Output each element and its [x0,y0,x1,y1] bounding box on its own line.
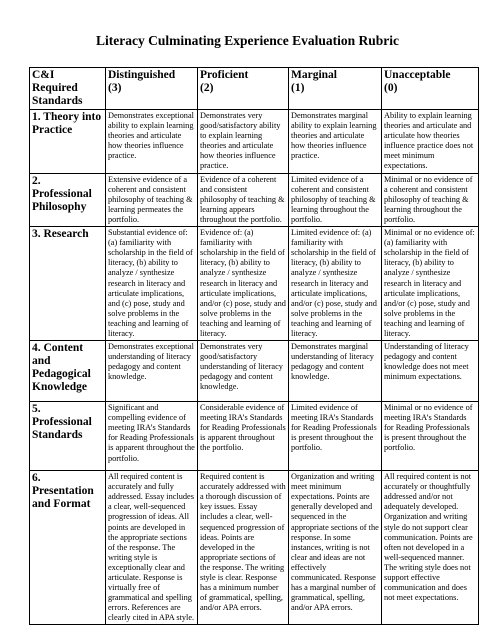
marginal-cell: Limited evidence of: (a) familiarity with scholarship in the field of literacy, (b) ability to analyze / synthesize research in literacy and articulate implications, and/or (c) pose, study and solve problems in the teaching and learning of literacy. [289,227,382,341]
unacceptable-cell: Minimal or no evidence of meeting IRA’s Standards for Reading Professionals is present throughout the portfolio. [382,402,479,471]
unacceptable-cell: Minimal or no evidence of a coherent and consistent philosophy of teaching & learning throughout the portfolio. [382,173,479,226]
unacceptable-cell: Minimal or no evidence of: (a) familiarity with scholarship in the field of literacy, (b) ability to analyze / synthesize research in literacy and articulate implications, and/or (c) pose, study and solve problems in the teaching and learning of literacy. [382,227,479,341]
table-row [30,110,479,174]
criterion-cell: 1. Theory into Practice [30,110,106,174]
proficient-cell: Demonstrates very good/satisfactory understanding of literacy pedagogy and content knowledge. [198,341,289,402]
distinguished-cell: Substantial evidence of: (a) familiarity with scholarship in the field of literacy, (b) ability to analyze / synthesize research in literacy and articulate implications, and (c) pose, study and solve problems in the teaching and learning of literacy. [106,227,198,341]
criterion-cell: 3. Research [30,227,106,341]
table-row [30,471,479,625]
table-row [30,402,479,471]
distinguished-cell: Demonstrates exceptional ability to explain learning theories and articulate how theories influence practice. [106,110,198,174]
distinguished-cell: Extensive evidence of a coherent and consistent philosophy of teaching & learning permeates the portfolio. [106,173,198,226]
header-standards: C&I Required Standards [30,68,106,110]
rubric-table [29,67,479,625]
unacceptable-cell: Understanding of literacy pedagogy and content knowledge does not meet minimum expectations. [382,341,479,402]
table-row [30,341,479,402]
header-row [30,68,479,110]
header-unacceptable: Unacceptable (0) [382,68,479,110]
criterion-cell: 2. Professional Philosophy [30,173,106,226]
criterion-cell: 5. Professional Standards [30,402,106,471]
header-proficient: Proficient (2) [198,68,289,110]
marginal-cell: Demonstrates marginal understanding of literacy pedagogy and content knowledge. [289,341,382,402]
unacceptable-cell: All required content is not accurately or thoughtfully addressed and/or not adequately developed. Organization and writing style do not support clear communication. Points are often not developed in a well-sequenced manner. The writing style does not support effective communication and does not meet expectations. [382,471,479,625]
marginal-cell: Organization and writing meet minimum expectations. Points are generally developed and sequenced in the appropriate sections of the response. In some instances, writing is not clear and ideas are not effectively communicated. Response has a marginal number of grammatical, spelling, and/or APA errors. [289,471,382,625]
marginal-cell: Demonstrates marginal ability to explain learning theories and articulate how theories influence practice. [289,110,382,174]
distinguished-cell: Significant and compelling evidence of meeting IRA’s Standards for Reading Professionals is apparent throughout the portfolio. [106,402,198,471]
table-row [30,227,479,341]
table-row [30,173,479,226]
criterion-cell: 6. Presentation and Format [30,471,106,625]
proficient-cell: Evidence of: (a) familiarity with scholarship in the field of literacy, (b) ability to analyze / synthesize research in literacy and articulate implications, and/or (c) pose, study and solve problems in the teaching and learning of literacy. [198,227,289,341]
proficient-cell: Demonstrates very good/satisfactory ability to explain learning theories and articulate how theories influence practice. [198,110,289,174]
page-title: Literacy Culminating Experience Evaluation Rubric [96,33,399,48]
marginal-cell: Limited evidence of a coherent and consistent philosophy of teaching & learning throughout the portfolio. [289,173,382,226]
criterion-cell: 4. Content and Pedagogical Knowledge [30,341,106,402]
marginal-cell: Limited evidence of meeting IRA’s Standards for Reading Professionals is present throughout the portfolio. [289,402,382,471]
header-distinguished: Distinguished (3) [106,68,198,110]
proficient-cell: Considerable evidence of meeting IRA’s Standards for Reading Professionals is apparent throughout the portfolio. [198,402,289,471]
distinguished-cell: Demonstrates exceptional understanding of literacy pedagogy and content knowledge. [106,341,198,402]
proficient-cell: Required content is accurately addressed with a thorough discussion of key issues. Essay includes a clear, well-sequenced progression of ideas. Points are developed in the appropriate sections of the response. The writing style is clear. Response has a minimum number of grammatical, spelling, and/or APA errors. [198,471,289,625]
header-marginal: Marginal (1) [289,68,382,110]
distinguished-cell: All required content is accurately and fully addressed. Essay includes a clear, well-sequenced progression of ideas. All points are developed in the appropriate sections of the response. The writing style is exceptionally clear and articulate. Response is virtually free of grammatical and spelling errors. References are clearly cited in APA style. [106,471,198,625]
proficient-cell: Evidence of a coherent and consistent philosophy of teaching & learning appears throughout the portfolio. [198,173,289,226]
unacceptable-cell: Ability to explain learning theories and articulate and articulate how theories influence practice does not meet minimum expectations. [382,110,479,174]
